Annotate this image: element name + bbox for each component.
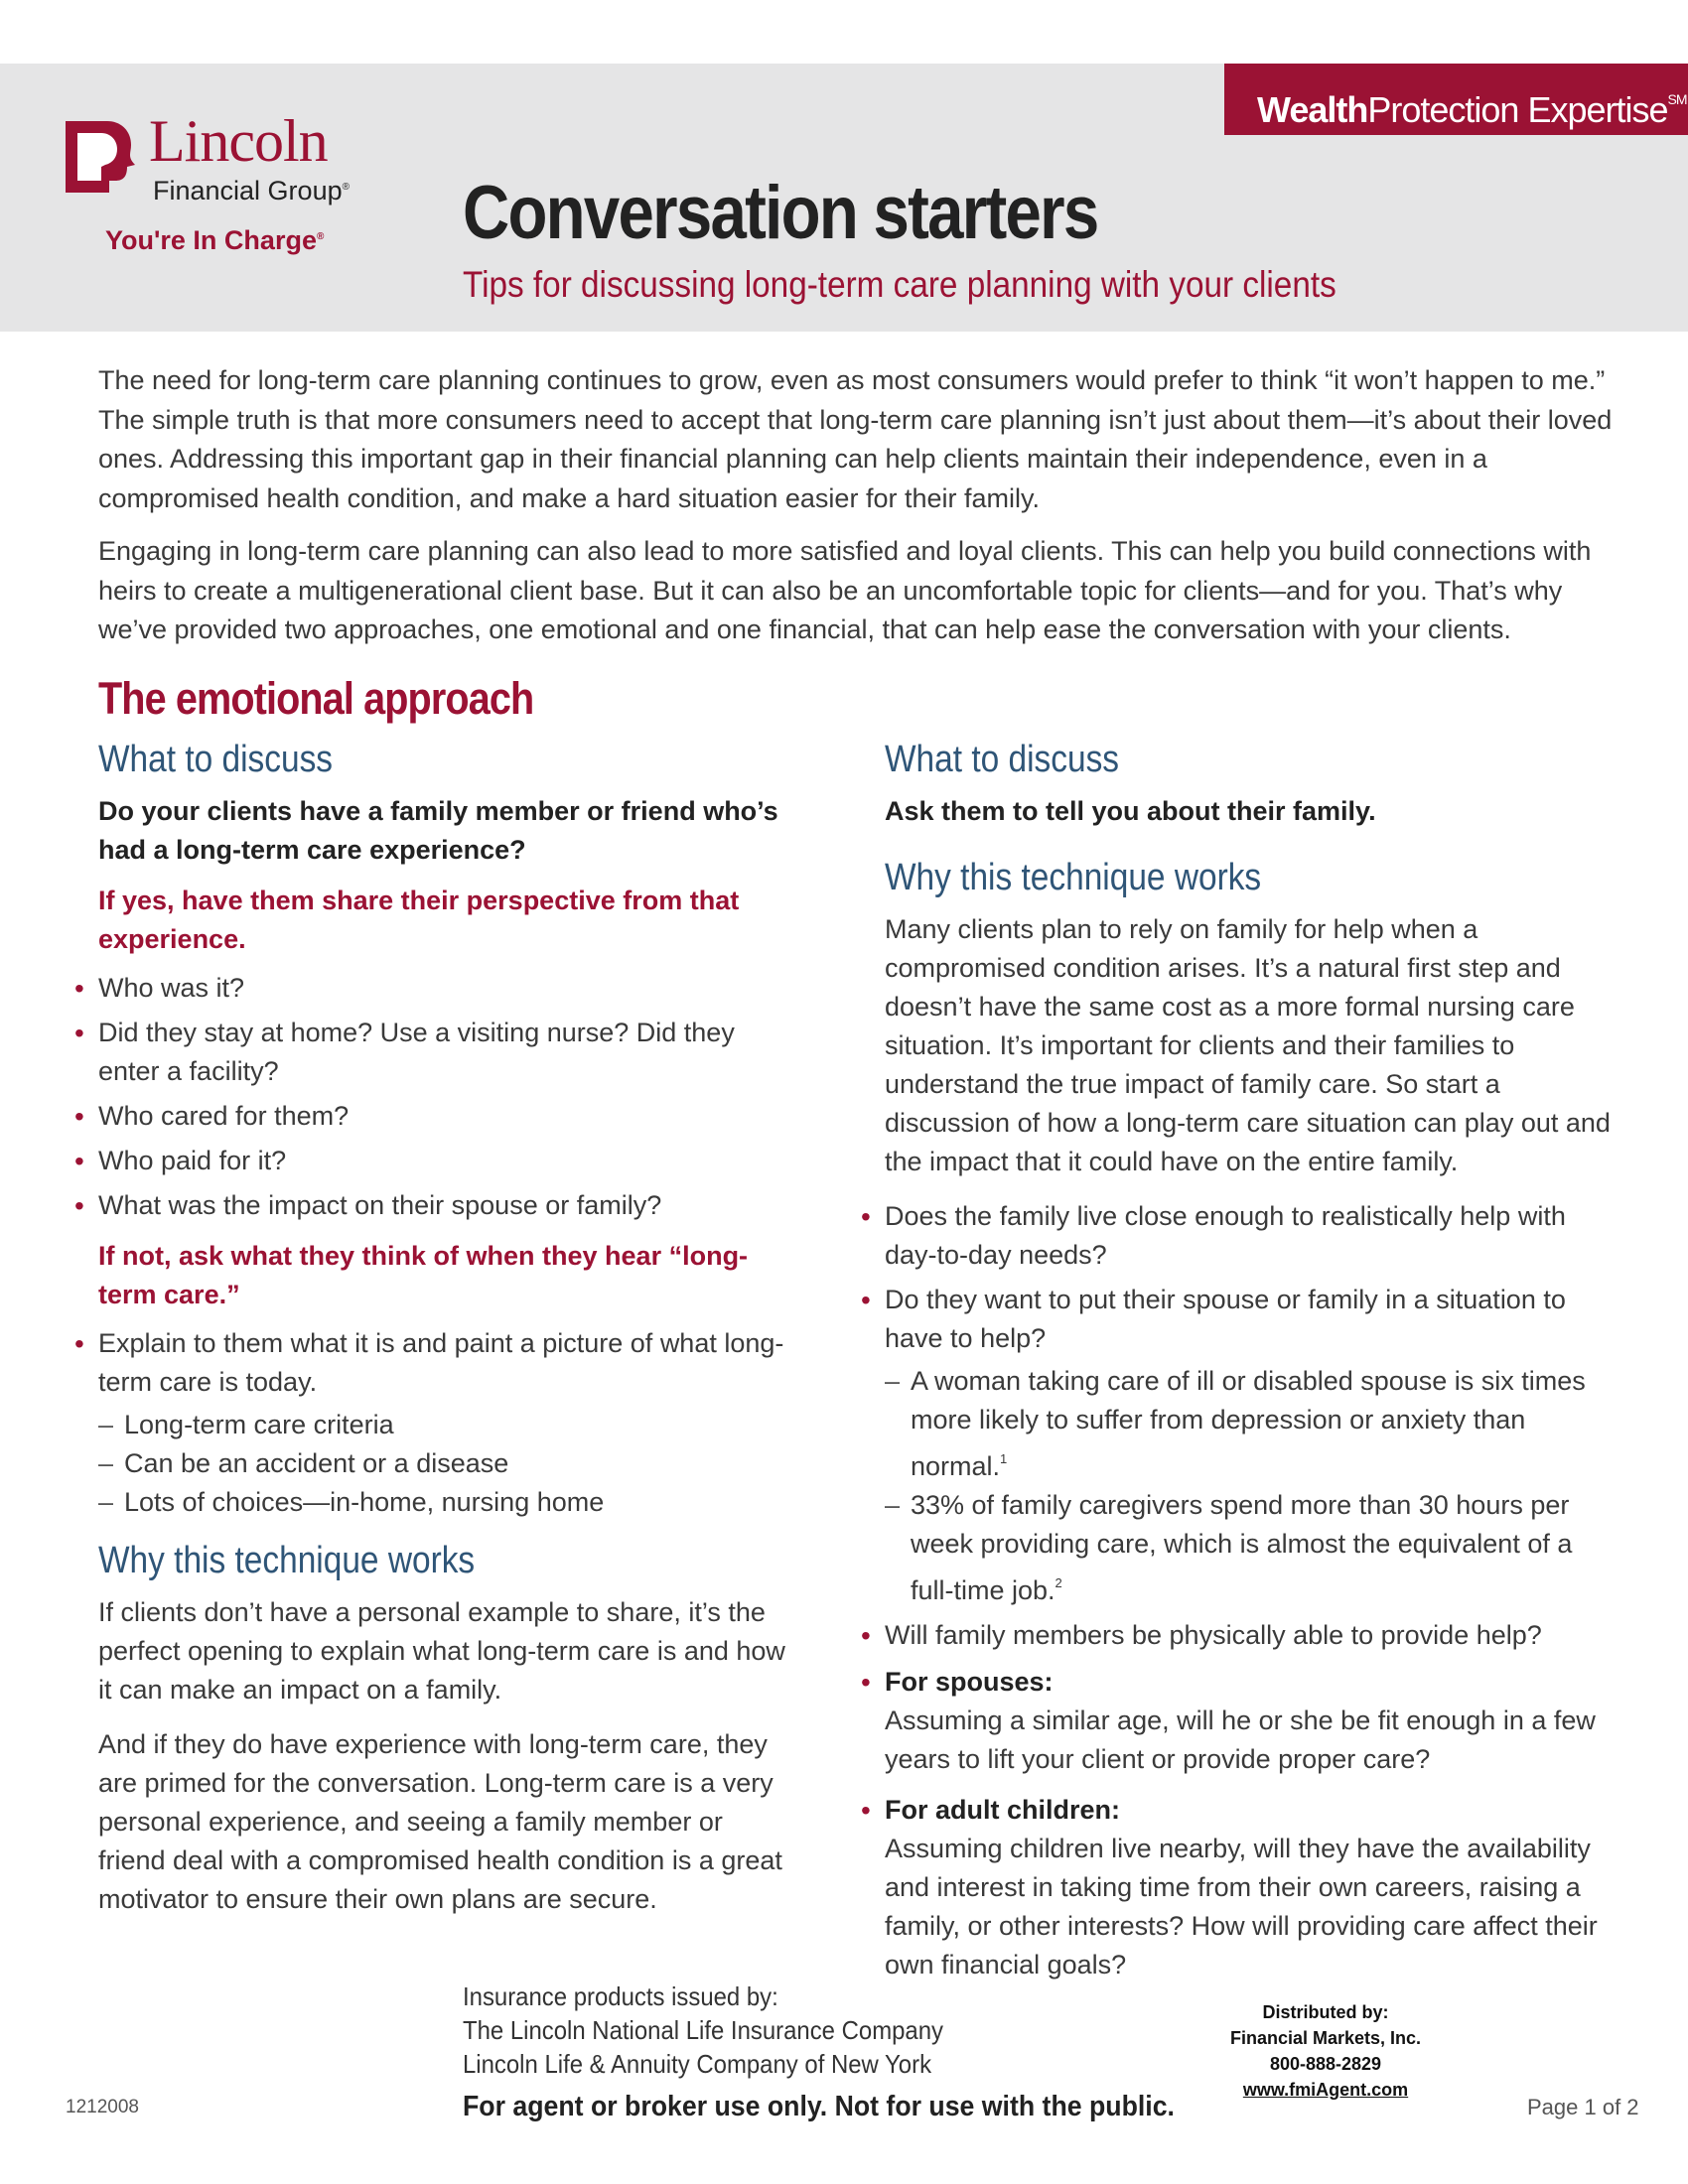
sub-list-item: – Can be an accident or a disease <box>124 1444 793 1483</box>
if-yes-prompt: If yes, have them share their perspective from that experience. <box>98 886 740 954</box>
heading-what-to-discuss: What to discuss <box>98 739 334 780</box>
sub-list-item: – A woman taking care of ill or disabled spouse is six times more likely to suffer from depression or anxiety than normal.$^1$ <box>911 1362 1619 1486</box>
list-item: • Do they want to put their spouse or family in a situation to have to help? – A woman taking care of ill or disabled spouse is six times more likely to suffer from depression or anxiety than normal.$^1$ – 33% of family caregivers spend more than 30 hours per week providing care, which is almost the equivalent of a full-time job.$^2$ <box>885 1281 1619 1610</box>
list-item: • Who paid for it? <box>98 1142 793 1180</box>
section-title: The emotional approach <box>98 673 534 724</box>
document-code: 1212008 <box>66 2097 139 2117</box>
page-number: Page 1 of 2 <box>1527 2095 1639 2119</box>
footnote-marker: 1 <box>1000 1451 1008 1466</box>
intro-paragraph-2: Engaging in long-term care planning can also lead to more satisfied and loyal clients. This can help you build connections with heirs to create a multigenerational client base. But it can also be an uncomfortable topic for clients—and for you. That’s why we’ve provided two approaches, one emotional and one financial, that can help ease the conversation with your clients. <box>98 536 1592 644</box>
if-not-prompt: If not, ask what they think of when they hear “long-term care.” <box>98 1241 749 1309</box>
heading-why-technique-works: Why this technique works <box>98 1540 476 1581</box>
heading-what-to-discuss: What to discuss <box>885 739 1120 780</box>
footnote-marker: 2 <box>1055 1575 1062 1590</box>
sub-list-item: – Long-term care criteria <box>124 1406 793 1444</box>
wealth-protection-tag: WealthProtection Expertise℠ <box>1224 64 1688 135</box>
sub-list <box>885 1362 1619 1610</box>
logo-subtitle: Financial Group® <box>153 176 350 205</box>
logo-wordmark: Lincoln <box>149 108 328 174</box>
distributor-link[interactable]: www.fmiAgent.com <box>1242 2080 1409 2100</box>
list-item: • Explain to them what it is and paint a picture of what long-term care is today. – Long-term care criteria – Can be an accident or a disease – Lots of choices—in-home, nursing home <box>98 1324 793 1522</box>
list-item: • Did they stay at home? Use a visiting nurse? Did they enter a facility? <box>98 1014 793 1091</box>
distributor-info: Distributed by: Financial Markets, Inc. 800-888-2829 www.fmiAgent.com <box>1211 1999 1440 2103</box>
page-title: Conversation starters <box>463 171 1098 255</box>
sub-list <box>98 1406 793 1522</box>
lincoln-logo <box>62 108 359 260</box>
why-paragraph: Many clients plan to rely on family for help when a compromised condition arises. It’s a natural first step and doesn’t have the same cost as a more formal nursing care situation. It’s important for clients and their families to understand the true impact of family care. So start a discussion of how a long-term care situation can play out and the impact that it could have on the entire family. <box>885 914 1611 1176</box>
why-paragraph-2: And if they do have experience with long-term care, they are primed for the conversation. Long-term care is a very personal experience, and seeing a family member or friend deal with a compromised health condition is a great motivator to ensure their own plans are secure. <box>98 1729 782 1914</box>
list-item: • For spouses: Assuming a similar age, will he or she be fit enough in a few years to lift your client or provide proper care? <box>885 1663 1619 1779</box>
intro-text <box>98 361 1627 664</box>
intro-paragraph-1: The need for long-term care planning continues to grow, even as most consumers would prefer to think “it won’t happen to me.” The simple truth is that more consumers need to accept that long-term care planning isn’t just about them—it’s about their loved ones. Addressing this important gap in their financial planning can help clients maintain their independence, even in a compromised health condition, and make a hard situation easier for their family. <box>98 365 1613 513</box>
profile-silhouette-icon <box>62 115 143 197</box>
sub-list-item: – Lots of choices—in-home, nursing home <box>124 1483 793 1522</box>
list-item: • Does the family live close enough to realistically help with day-to-day needs? <box>885 1197 1619 1275</box>
logo-tagline: You're In Charge® <box>105 225 325 255</box>
list-item: • For adult children: Assuming children live nearby, will they have the availability and interest in taking time from their own careers, raising a family, or other interests? How will providing care affect their own financial goals? <box>885 1791 1619 1984</box>
discussion-question: Do your clients have a family member or friend who’s had a long-term care experience? <box>98 796 778 865</box>
left-column <box>98 735 793 1935</box>
list-item: • What was the impact on their spouse or family? <box>98 1186 793 1225</box>
not-list <box>98 1324 793 1522</box>
insurance-issuer-note: Insurance products issued by: The Lincoln National Life Insurance Company Lincoln Life & Annuity Company of New York <box>463 1981 944 2079</box>
heading-why-technique-works: Why this technique works <box>885 857 1262 898</box>
yes-question-list <box>98 969 793 1225</box>
discussion-question: Ask them to tell you about their family. <box>885 796 1376 826</box>
list-item: • Who cared for them? <box>98 1097 793 1136</box>
family-question-list <box>885 1197 1619 1984</box>
list-item: • Who was it? <box>98 969 793 1008</box>
right-column <box>885 735 1619 1996</box>
why-paragraph-1: If clients don’t have a personal example to share, it’s the perfect opening to explain what long-term care is and how it can make an impact on a family. <box>98 1597 785 1705</box>
list-item: • Will family members be physically able to provide help? <box>885 1616 1619 1655</box>
sub-list-item: – 33% of family caregivers spend more than 30 hours per week providing care, which is almost the equivalent of a full-time job.$^2$ <box>911 1486 1619 1610</box>
usage-disclaimer: For agent or broker use only. Not for use with the public. <box>463 2091 1175 2122</box>
page-subtitle: Tips for discussing long-term care planning with your clients <box>463 264 1336 305</box>
